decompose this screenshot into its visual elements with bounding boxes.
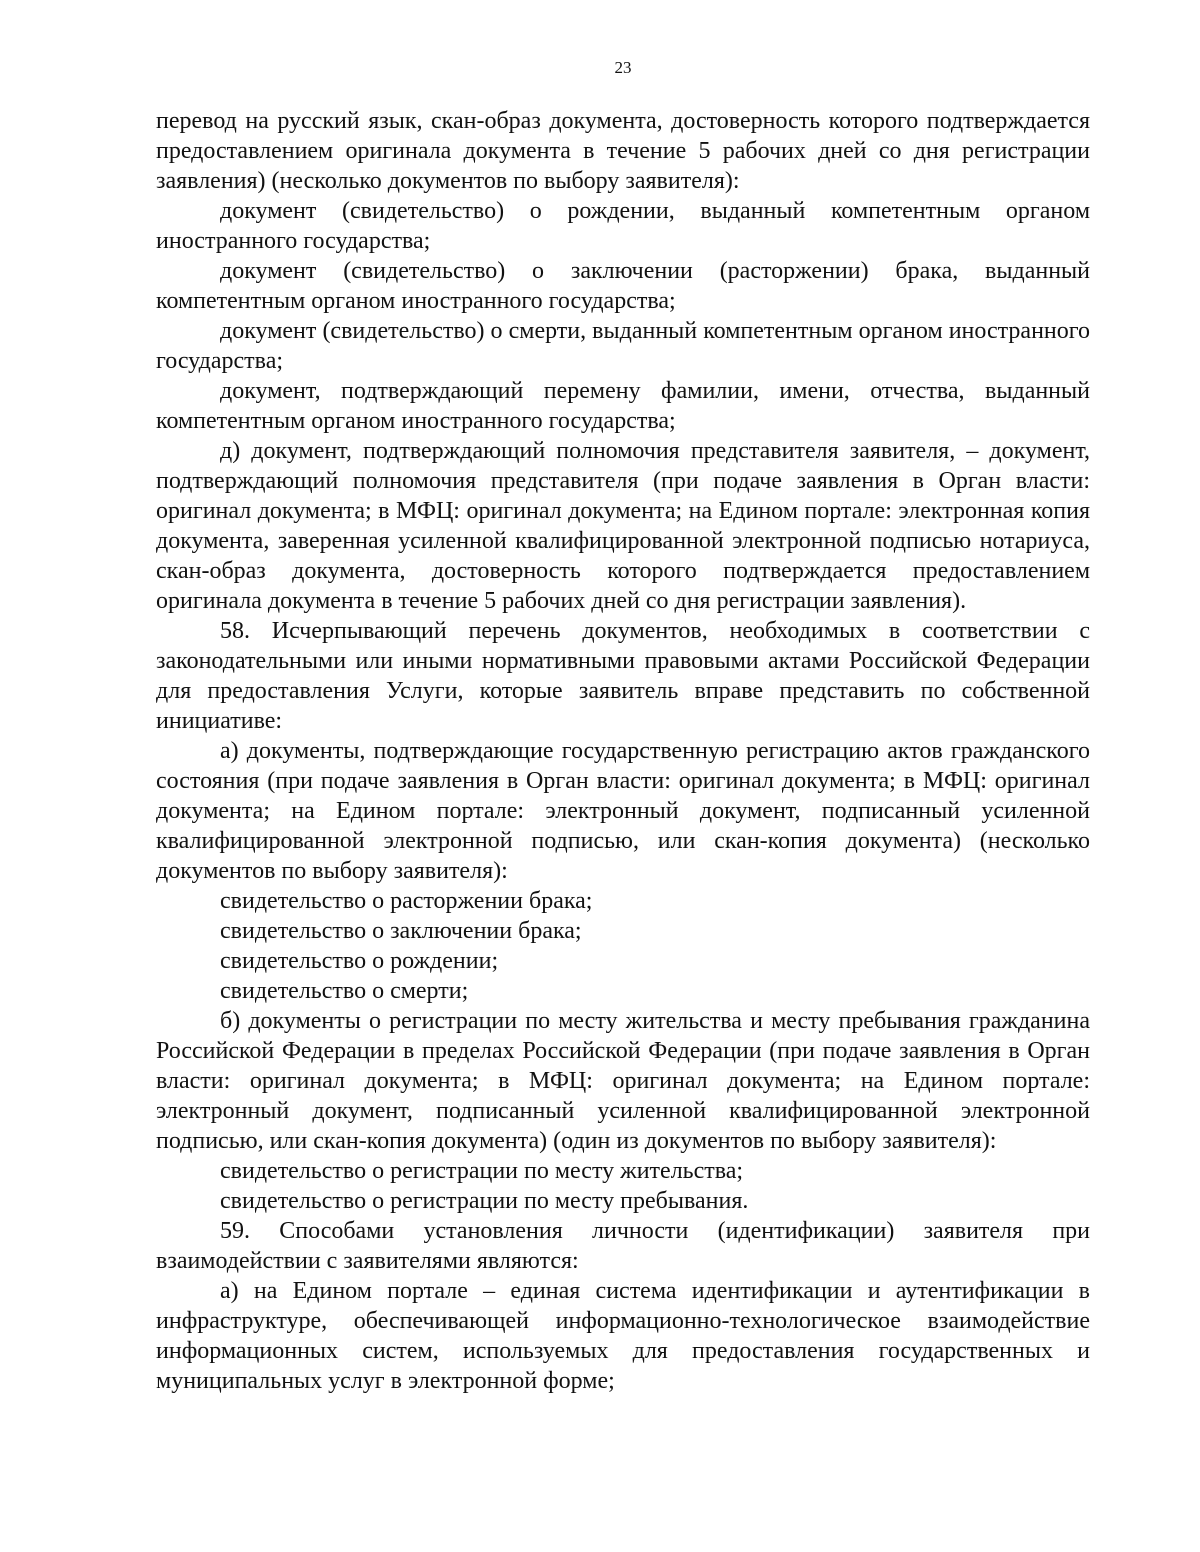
list-item: свидетельство о регистрации по месту пребывания.	[220, 1188, 749, 1214]
paragraph: д) документ, подтверждающий полномочия представителя заявителя, – документ, подтверждающий полномочия представителя (при подаче заявления в Орган власти: оригинал документа; в МФЦ: оригинал документа; на Едином портале: электронная копия документа, заверенная усиленной квалифицированной электронной подписью нотариуса, скан-образ документа, достоверность которого подтверждается предоставлением оригинала документа в течение 5 рабочих дней со дня регистрации заявления).	[156, 438, 1090, 614]
paragraph-59: 59. Способами установления личности (идентификации) заявителя при взаимодействии с заявителями являются:	[156, 1218, 1090, 1274]
list-item: свидетельство о заключении брака;	[220, 918, 582, 944]
paragraph: а) документы, подтверждающие государственную регистрацию актов гражданского состояния (при подаче заявления в Орган власти: оригинал документа; в МФЦ: оригинал документа; на Едином портале: электронный документ, подписанный усиленной квалифицированной электронной подписью, или скан-копия документа) (несколько документов по выбору заявителя):	[156, 738, 1090, 884]
paragraph: документ (свидетельство) о рождении, выданный компетентным органом иностранного государства;	[156, 198, 1090, 254]
paragraph: документ (свидетельство) о смерти, выданный компетентным органом иностранного государства;	[156, 318, 1090, 374]
list-item: свидетельство о смерти;	[220, 978, 469, 1004]
paragraph-58: 58. Исчерпывающий перечень документов, необходимых в соответствии с законодательными или иными нормативными правовыми актами Российской Федерации для предоставления Услуги, которые заявитель вправе представить по собственной инициативе:	[156, 618, 1090, 734]
paragraph: а) на Едином портале – единая система идентификации и аутентификации в инфраструктуре, обеспечивающей информационно-технологическое взаимодействие информационных систем, используемых для предоставления государственных и муниципальных услуг в электронной форме;	[156, 1278, 1090, 1394]
paragraph: документ, подтверждающий перемену фамилии, имени, отчества, выданный компетентным органом иностранного государства;	[156, 378, 1090, 434]
list-item: свидетельство о рождении;	[220, 948, 499, 974]
list-item: свидетельство о расторжении брака;	[220, 888, 593, 914]
paragraph: перевод на русский язык, скан-образ документа, достоверность которого подтверждается предоставлением оригинала документа в течение 5 рабочих дней со дня регистрации заявления) (несколько документов по выбору заявителя):	[156, 108, 1090, 194]
paragraph: б) документы о регистрации по месту жительства и месту пребывания гражданина Российской Федерации в пределах Российской Федерации (при подаче заявления в Орган власти: оригинал документа; в МФЦ: оригинал документа; на Едином портале: электронный документ, подписанный усиленной квалифицированной электронной подписью, или скан-копия документа) (один из документов по выбору заявителя):	[156, 1008, 1090, 1154]
list-item: свидетельство о регистрации по месту жительства;	[220, 1158, 744, 1184]
page-number: 23	[614, 58, 632, 77]
document-body	[156, 106, 1090, 1396]
paragraph: документ (свидетельство) о заключении (расторжении) брака, выданный компетентным органом иностранного государства;	[156, 258, 1090, 314]
